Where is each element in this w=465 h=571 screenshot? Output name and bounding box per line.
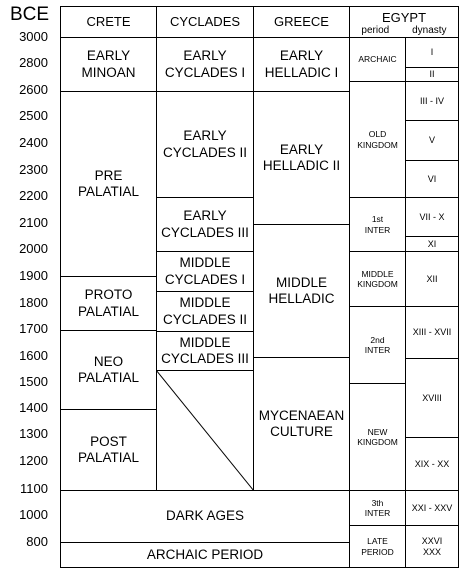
year-tick-label: 1800 — [19, 295, 48, 310]
year-tick-label: 800 — [26, 534, 48, 549]
egypt-dynasty-vii-x: VII - X — [405, 197, 459, 237]
header-crete: CRETE — [60, 6, 157, 38]
egypt-dynasty-vi: VI — [405, 160, 459, 198]
crete-pre-palatial: PRE PALATIAL — [60, 91, 157, 277]
egypt-dynasty-xii: XII — [405, 251, 459, 307]
egypt-dynasty-xviii: XVIII — [405, 358, 459, 438]
egypt-period-archaic: ARCHAIC — [349, 37, 406, 82]
year-tick-label: 2300 — [19, 162, 48, 177]
year-tick-label: 1000 — [19, 507, 48, 522]
cyclades-middle-i: MIDDLE CYCLADES I — [156, 251, 254, 292]
egypt-dynasty-i: I — [405, 37, 459, 68]
crete-early-minoan: EARLY MINOAN — [60, 37, 157, 92]
egypt-dynasty-ii: II — [405, 67, 459, 82]
cyclades-middle-iii: MIDDLE CYCLADES III — [156, 331, 254, 371]
egypt-period-2nd-inter: 2nd INTER — [349, 306, 406, 384]
greece-early-helladic-ii: EARLY HELLADIC II — [253, 91, 350, 225]
year-tick-label: 2800 — [19, 55, 48, 70]
egypt-dynasty-xix-xx: XIX - XX — [405, 437, 459, 491]
greece-middle-helladic: MIDDLE HELLADIC — [253, 224, 350, 358]
diagonal-line — [156, 370, 254, 491]
year-tick-label: 1600 — [19, 348, 48, 363]
egypt-period-new-kingdom: NEW KINGDOM — [349, 383, 406, 491]
header-greece: GREECE — [253, 6, 350, 38]
cyclades-empty-cell — [156, 370, 254, 491]
cyclades-early-i: EARLY CYCLADES I — [156, 37, 254, 92]
year-tick-label: 1100 — [20, 481, 48, 496]
egypt-dynasty-xiii-xvii: XIII - XVII — [405, 306, 459, 359]
year-tick-label: 1300 — [19, 426, 48, 441]
egypt-dynasty-v: V — [405, 120, 459, 161]
year-tick-label: 1400 — [19, 400, 48, 415]
egypt-period-late-period: LATE PERIOD — [349, 525, 406, 568]
archaic-period-band: ARCHAIC PERIOD — [60, 542, 350, 568]
egypt-period-1st-inter: 1st INTER — [349, 197, 406, 252]
egypt-dynasty-xxvi-xxx: XXVI XXX — [405, 525, 459, 568]
crete-proto-palatial: PROTO PALATIAL — [60, 276, 157, 331]
egypt-dynasty-iii-iv: III - IV — [405, 81, 459, 121]
year-tick-label: 2200 — [19, 188, 48, 203]
year-tick-label: 2500 — [19, 108, 48, 123]
egypt-dynasty-xi: XI — [405, 236, 459, 252]
egypt-dynasty-label: dynasty — [412, 25, 447, 36]
egypt-period-middle-kingdom: MIDDLE KINGDOM — [349, 251, 406, 307]
year-tick-label: 1700 — [19, 321, 48, 336]
crete-post-palatial: POST PALATIAL — [60, 409, 157, 491]
year-tick-label: 1900 — [19, 268, 48, 283]
egypt-period-label: period — [361, 25, 390, 36]
dark-ages-band: DARK AGES — [60, 490, 350, 543]
cyclades-middle-ii: MIDDLE CYCLADES II — [156, 291, 254, 332]
egypt-period-3th-inter: 3th INTER — [349, 490, 406, 526]
greece-early-helladic-i: EARLY HELLADIC I — [253, 37, 350, 92]
axis-title: BCE — [10, 4, 50, 25]
year-tick-label: 1500 — [19, 374, 48, 389]
cyclades-early-iii: EARLY CYCLADES III — [156, 197, 254, 252]
header-cyclades: CYCLADES — [156, 6, 254, 38]
year-tick-label: 1200 — [19, 453, 48, 468]
egypt-title: EGYPT — [381, 10, 427, 25]
year-tick-label: 2000 — [19, 241, 48, 256]
egypt-period-old-kingdom: OLD KINGDOM — [349, 81, 406, 198]
greece-mycenaean-culture: MYCENAEAN CULTURE — [253, 357, 350, 491]
year-tick-label: 2100 — [19, 215, 48, 230]
year-axis — [0, 0, 60, 571]
crete-neo-palatial: NEO PALATIAL — [60, 330, 157, 410]
egypt-dynasty-xxi-xxv: XXI - XXV — [405, 490, 459, 526]
header-egypt — [349, 6, 459, 38]
year-tick-label: 3000 — [19, 29, 48, 44]
year-tick-label: 2600 — [19, 82, 48, 97]
cyclades-early-ii: EARLY CYCLADES II — [156, 91, 254, 198]
year-tick-label: 2400 — [19, 135, 48, 150]
